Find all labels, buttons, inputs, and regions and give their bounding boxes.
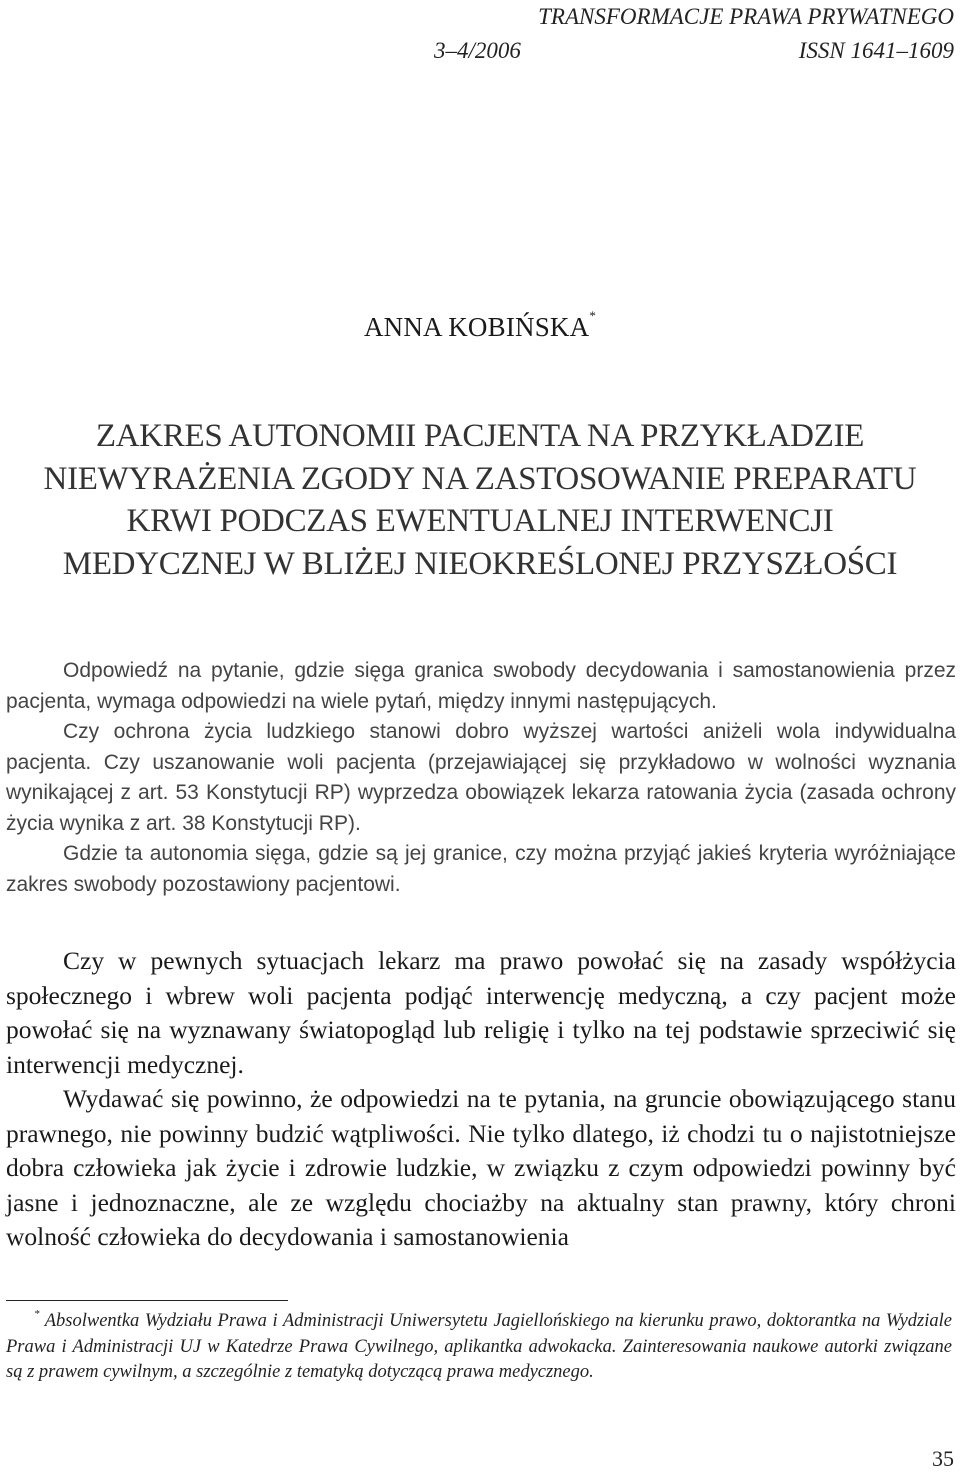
footnote-text: Absolwentka Wydziału Prawa i Administracji Uniwersytetu Jagiellońskiego na kierunku prawo, doktorantka na Wydziale Prawa i Administracji UJ w Katedrze Prawa Cywilnego, aplikantka adwokacka. Zainteresowania naukowe autorki związane są z prawem cywilnym, a szczególnie z tematyką dotyczącą prawa medycznego. [6,1311,952,1383]
issn: ISSN 1641–1609 [798,38,954,63]
title-line: ZAKRES AUTONOMII PACJENTA NA PRZYKŁADZIE [95,418,865,454]
page-number: 35 [932,1446,954,1471]
body-paragraph: Czy w pewnych sytuacjach lekarz ma prawo powołać się na zasady współżycia społecznego i wbrew woli pacjenta podjąć interwencję medyczną, a czy pacjent może powołać się na wyznawany światopogląd lub religię i tylko na tej podstawie sprzeciwić się interwencji medycznej. [6,946,956,1079]
abstract-paragraph: Odpowiedź na pytanie, gdzie sięga granica swobody decydowania i samostanowienia przez pacjenta, wymaga odpowiedzi na wiele pytań, między innymi następujących. [6,659,956,713]
body-text [6,944,956,1255]
body-paragraph: Wydawać się powinno, że odpowiedzi na te pytania, na gruncie obowiązującego stanu prawnego, nie powinny budzić wątpliwości. Nie tylko dlatego, iż chodzi tu o najistotniejsze dobra człowieka jak życie i zdrowie ludzkie, w związku z czym odpowiedzi powinny być jasne i jednoznaczne, ale ze względu chociażby na aktualny stan prawny, który chroni wolność człowieka do decydowania i samostanowienia [6,1084,956,1251]
footnote-paragraph [6,1304,952,1386]
running-header [434,0,954,68]
issue-line [434,34,954,68]
author-name: ANNA KOBIŃSKA [363,312,590,342]
journal-title: TRANSFORMACJE PRAWA PRYWATNEGO [538,4,954,29]
title-line: KRWI PODCZAS EWENTUALNEJ INTERWENCJI [126,503,834,539]
title-line: NIEWYRAŻENIA ZGODY NA ZASTOSOWANIE PREPARATU [43,460,917,497]
footnote-divider [6,1300,288,1301]
author-footnote-marker: * [589,308,597,323]
author-name-line [0,308,960,343]
abstract [6,656,956,900]
footnote [6,1304,952,1386]
abstract-paragraph: Gdzie ta autonomia sięga, gdzie są jej granice, czy można przyjąć jakieś kryteria wyróżniające zakres swobody pozostawiony pacjentowi. [6,842,956,896]
title-line: MEDYCZNEJ W BLIŻEJ NIEOKREŚLONEJ PRZYSZŁOŚCI [62,545,898,582]
article-title [0,415,960,585]
footnote-marker: * [34,1308,40,1320]
abstract-paragraph: Czy ochrona życia ludzkiego stanowi dobro wyższej wartości aniżeli wola indywidualna pacjenta. Czy uszanowanie woli pacjenta (przejawiającej się przykładowo w wolności wyznania wynikającej z art. 53 Konstytucji RP) wyprzedza obowiązek lekarza ratowania życia (zasada ochrony życia wynika z art. 38 Konstytucji RP). [6,720,956,835]
issue-number: 3–4/2006 [434,38,521,63]
